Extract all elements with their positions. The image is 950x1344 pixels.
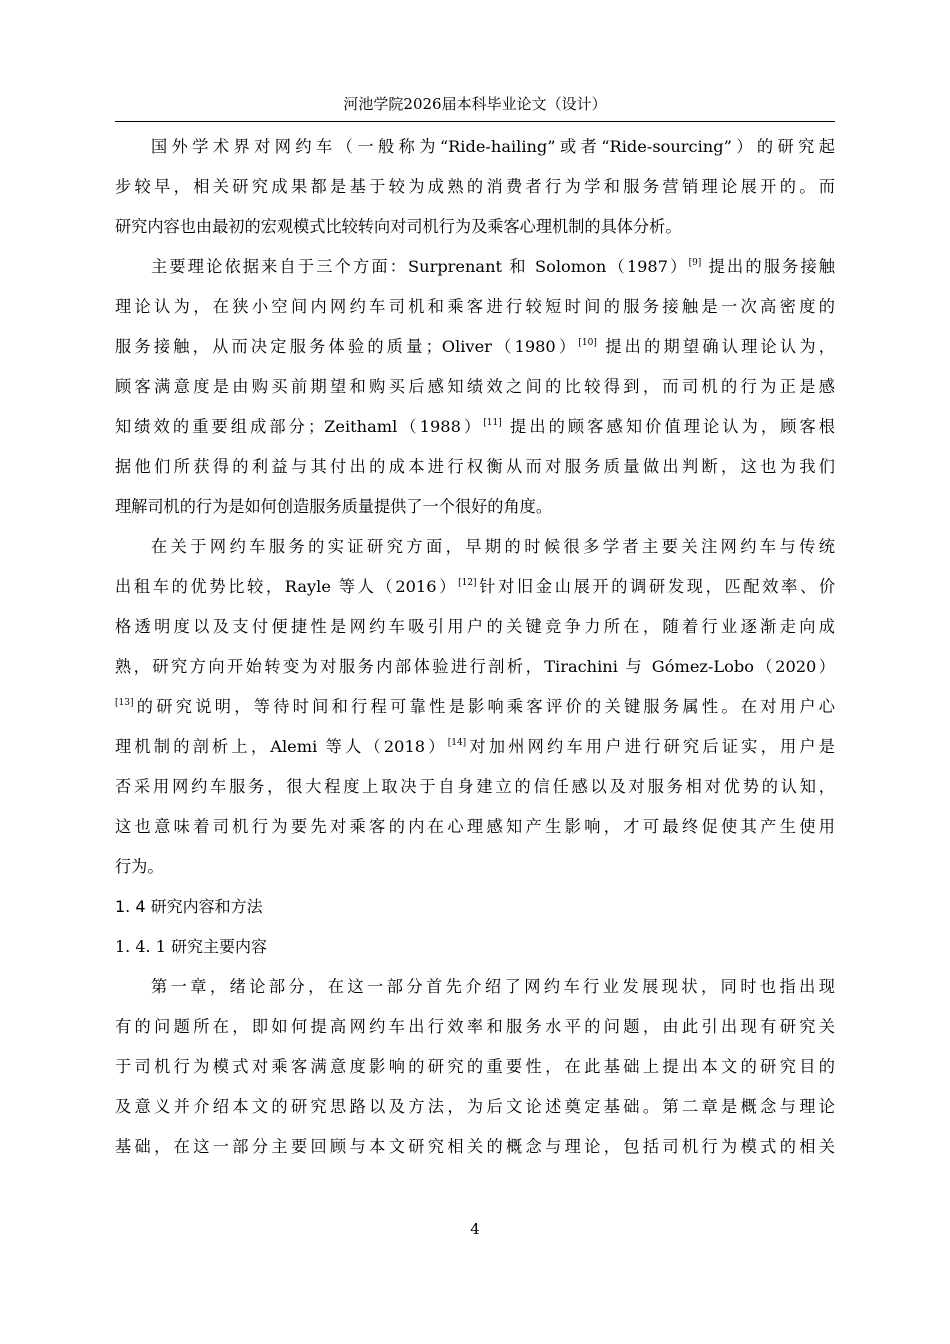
text-line: 理解司机的行为是如何创造服务质量提供了一个很好的角度。 — [115, 497, 553, 516]
text-line: 熟，研究方向开始转变为对服务内部体验进行剖析，Tirachini 与 Gómez-Lobo（2020） — [115, 657, 835, 676]
citation-9[interactable]: [9] — [688, 258, 702, 268]
text-line: 出租车的优势比较，Rayle 等人（2016）[12]针对旧金山展开的调研发现，匹配效率、价 — [115, 577, 836, 596]
citation-12[interactable]: [12] — [458, 578, 477, 588]
text-line: 顾客满意度是由购买前期望和购买后感知绩效之间的比较得到，而司机的行为正是感 — [115, 377, 835, 396]
text-line: 及意义并介绍本文的研究思路以及方法，为后文论述奠定基础。第二章是概念与理论 — [115, 1097, 835, 1116]
text-line: 国外学术界对网约车（一般称为“Ride-hailing”或者“Ride-sourcing”）的研究起 — [151, 137, 835, 156]
text-line: 这也意味着司机行为要先对乘客的内在心理感知产生影响，才可最终促使其产生使用 — [115, 817, 835, 836]
citation-11[interactable]: [11] — [483, 418, 502, 428]
text-line: 格透明度以及支付便捷性是网约车吸引用户的关键竞争力所在，随着行业逐渐走向成 — [115, 617, 835, 636]
paragraph-empirical-research — [115, 527, 835, 887]
text-line: 在关于网约车服务的实证研究方面，早期的时候很多学者主要关注网约车与传统 — [151, 537, 835, 556]
text-line: 有的问题所在，即如何提高网约车出行效率和服务水平的问题，由此引出现有研究关 — [115, 1017, 835, 1036]
paragraph-theory-basis — [115, 247, 835, 527]
header-rule — [115, 121, 835, 122]
section-heading-1-4: 1. 4 研究内容和方法 — [115, 897, 263, 916]
text-line: 第一章，绪论部分，在这一部分首先介绍了网约车行业发展现状，同时也指出现 — [151, 977, 835, 996]
text-line: 据他们所获得的利益与其付出的成本进行权衡从而对服务质量做出判断，这也为我们 — [115, 457, 835, 476]
text-line: 步较早，相关研究成果都是基于较为成熟的消费者行为学和服务营销理论展开的。而 — [115, 177, 835, 196]
body-text — [115, 127, 835, 1167]
text-line: 知绩效的重要组成部分；Zeithaml（1988）[11] 提出的顾客感知价值理论认为，顾客根 — [115, 417, 835, 436]
text-line: 否采用网约车服务，很大程度上取决于自身建立的信任感以及对服务相对优势的认知， — [115, 777, 835, 796]
page-number: 4 — [470, 1220, 480, 1238]
text-line: 研究内容也由最初的宏观模式比较转向对司机行为及乘客心理机制的具体分析。 — [115, 217, 682, 236]
text-line: 主要理论依据来自于三个方面：Surprenant 和 Solomon（1987）[9] 提出的服务接触 — [151, 257, 835, 276]
text-line: [13]的研究说明，等待时间和行程可靠性是影响乘客评价的关键服务属性。在对用户心 — [115, 697, 835, 716]
text-line: 行为。 — [115, 857, 164, 876]
paragraph-chapter-outline — [115, 967, 835, 1167]
paragraph-foreign-research — [115, 127, 835, 247]
text-line: 理论认为，在狭小空间内网约车司机和乘客进行较短时间的服务接触是一次高密度的 — [115, 297, 835, 316]
subsection-heading-1-4-1: 1. 4. 1 研究主要内容 — [115, 937, 267, 956]
citation-10[interactable]: [10] — [578, 338, 597, 348]
citation-13[interactable]: [13] — [115, 698, 134, 708]
text-line: 服务接触，从而决定服务体验的质量；Oliver（1980）[10] 提出的期望确认理论认为， — [115, 337, 835, 356]
text-line: 于司机行为模式对乘客满意度影响的研究的重要性，在此基础上提出本文的研究目的 — [115, 1057, 835, 1076]
text-line: 基础，在这一部分主要回顾与本文研究相关的概念与理论，包括司机行为模式的相关 — [115, 1137, 835, 1156]
citation-14[interactable]: [14] — [447, 738, 467, 748]
running-header: 河池学院2026届本科毕业论文（设计） — [343, 95, 607, 113]
text-line: 理机制的剖析上，Alemi 等人（2018）[14]对加州网约车用户进行研究后证实，用户是 — [115, 737, 835, 756]
